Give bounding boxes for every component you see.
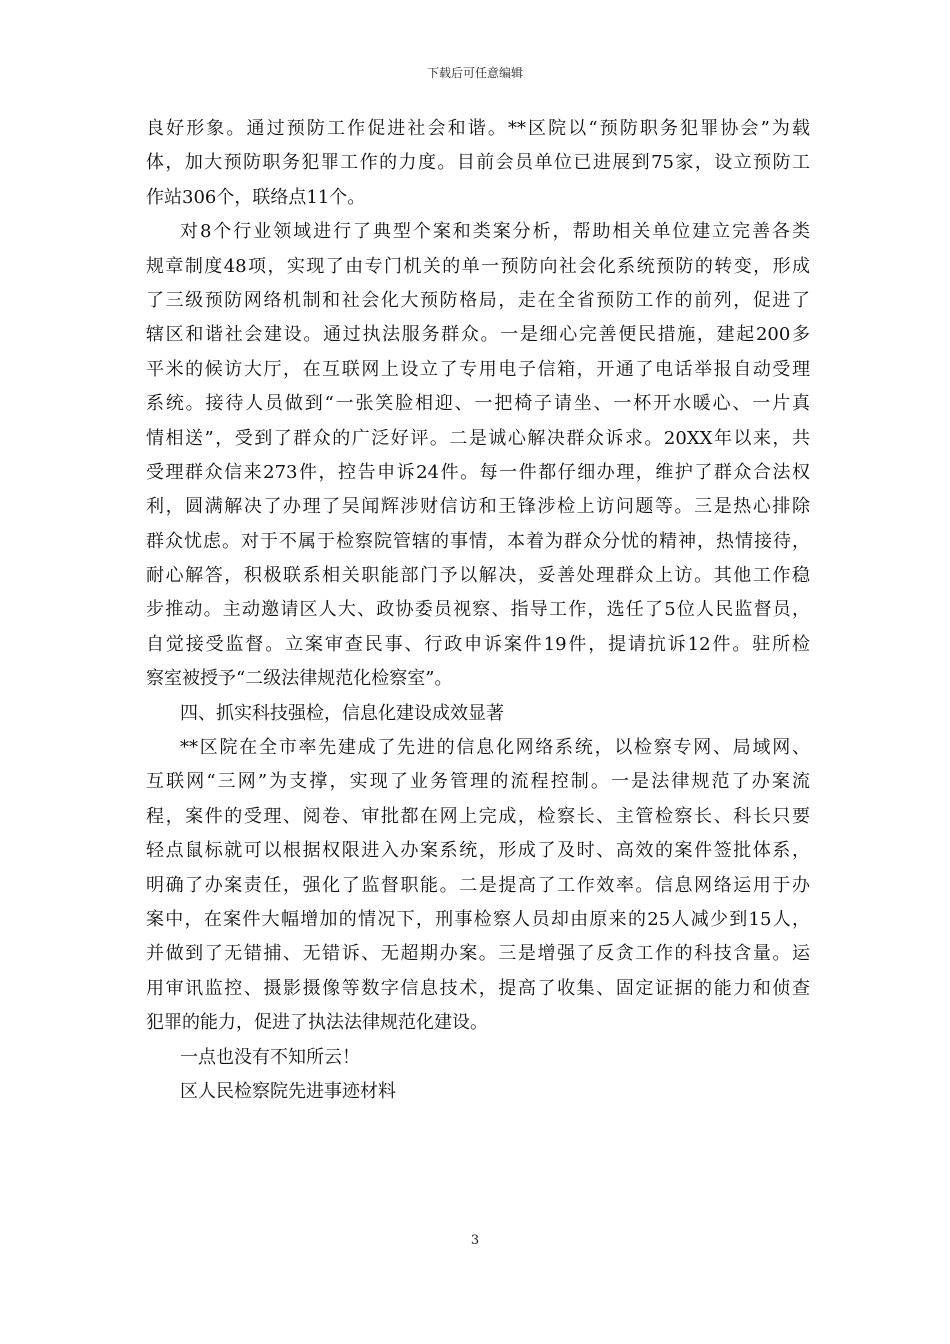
- text-line: 系统。接待人员做到“一张笑脸相迎、一把椅子请坐、一杯开水暖心、一片真: [146, 393, 810, 415]
- text-line: 步推动。主动邀请区人大、政协委员视察、指导工作，选任了5位人民监督员，: [146, 599, 810, 621]
- text-line: 受理群众信来273件，控告申诉24件。每一件都仔细办理，维护了群众合法权: [146, 461, 810, 483]
- text-line: 自觉接受监督。立案审查民事、行政申诉案件19件，提请抗诉12件。驻所检: [146, 633, 810, 655]
- text-line: 明确了办案责任，强化了监督职能。二是提高了工作效率。信息网络运用于办: [146, 874, 810, 896]
- text-line: 并做到了无错捕、无错诉、无超期办案。三是增强了反贪工作的科技含量。运: [146, 943, 810, 965]
- text-line: 作站306个，联络点11个。: [146, 186, 366, 208]
- page-header: 下载后可任意编辑: [426, 66, 523, 80]
- section-heading: 四、抓实科技强检，信息化建设成效显著: [180, 702, 504, 724]
- document-body: [146, 112, 810, 1109]
- text-line: 辖区和谐社会建设。通过执法服务群众。一是细心完善便民措施，建起200多: [146, 324, 810, 346]
- text-line: 轻点鼠标就可以根据权限进入办案系统，形成了及时、高效的案件签批体系，: [146, 840, 810, 862]
- page-number: 3: [470, 1233, 480, 1248]
- text-line: 耐心解答，积极联系相关职能部门予以解决，妥善处理群众上访。其他工作稳: [146, 565, 810, 587]
- text-line: 情相送”，受到了群众的广泛好评。二是诚心解决群众诉求。20XX年以来，共: [146, 427, 810, 449]
- text-line: 平米的候访大厅，在互联网上设立了专用电子信箱，开通了电话举报自动受理: [146, 358, 810, 380]
- text-line: 互联网“三网”为支撑，实现了业务管理的流程控制。一是法律规范了办案流: [146, 771, 810, 793]
- text-line: 一点也没有不知所云！: [180, 1046, 360, 1068]
- document-title-line: 区人民检察院先进事迹材料: [180, 1080, 396, 1102]
- text-line: 体，加大预防职务犯罪工作的力度。目前会员单位已进展到75家，设立预防工: [146, 152, 810, 174]
- text-line: 群众忧虑。对于不属于检察院管辖的事情，本着为群众分忧的精神，热情接待，: [146, 530, 810, 552]
- text-line: 良好形象。通过预防工作促进社会和谐。**区院以“预防职务犯罪协会”为载: [146, 118, 810, 139]
- text-line: 程，案件的受理、阅卷、审批都在网上完成，检察长、主管检察长、科长只要: [146, 805, 810, 827]
- text-line: 用审讯监控、摄影摄像等数字信息技术，提高了收集、固定证据的能力和侦查: [146, 977, 810, 999]
- text-line: 了三级预防网络机制和社会化大预防格局，走在全省预防工作的前列，促进了: [146, 289, 810, 311]
- text-line: 规章制度48项，实现了由专门机关的单一预防向社会化系统预防的转变，形成: [146, 255, 810, 277]
- text-line: 对8个行业领域进行了典型个案和类案分析，帮助相关单位建立完善各类: [180, 221, 810, 243]
- text-line: 案中，在案件大幅增加的情况下，刑事检察人员却由原来的25人减少到15人，: [146, 908, 810, 930]
- text-line: 利，圆满解决了办理了吴闻辉涉财信访和王锋涉检上访问题等。三是热心排除: [146, 496, 810, 518]
- text-line: 犯罪的能力，促进了执法法律规范化建设。: [146, 1012, 488, 1034]
- text-line: **区院在全市率先建成了先进的信息化网络系统，以检察专网、局域网、: [180, 737, 810, 759]
- text-line: 察室被授予“二级法律规范化检察室”。: [146, 668, 453, 690]
